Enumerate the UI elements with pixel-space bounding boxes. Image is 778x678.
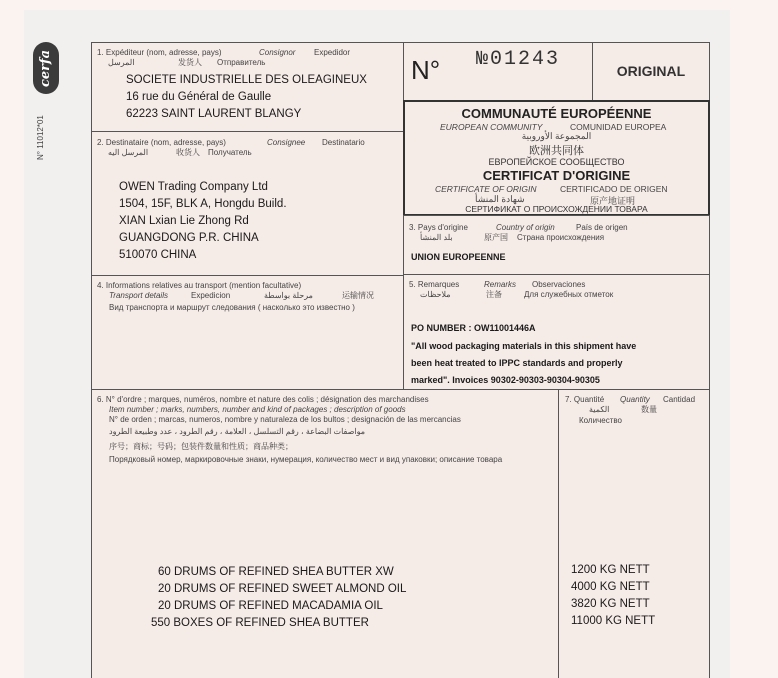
box5-label-ru: Для служебных отметок <box>524 290 614 299</box>
goods-description-box <box>91 389 559 678</box>
consignor-line: 16 rue du Général de Gaulle <box>126 91 272 103</box>
box7-label-ru: Количество <box>579 416 622 425</box>
box3-label-es: País de origen <box>576 223 628 232</box>
box6-label-ar: مواصفات البضاعة ، رقم التسلسل ، العلامة ، رقم الطرود ، عدد وطبيعة الطرود <box>109 427 365 436</box>
box1-label-ru: Отправитель <box>217 58 266 67</box>
box6-label-en: Item number ; marks, numbers, number and kind of packages ; description of goods <box>109 405 406 414</box>
box5-label-en: Remarks <box>484 280 517 289</box>
transport-details-box <box>91 275 404 390</box>
community-ar: المجموعة الأوروبية <box>521 131 592 141</box>
consignor-box <box>91 42 404 132</box>
box4-label-ru: Вид транспорта и маршрут следования ( насколько это известно ) <box>109 303 355 312</box>
remarks-box <box>403 274 710 390</box>
box6-label-ru: Порядковый номер, маркировочные знаки, нумерация, количество мест и вид упаковки; описание товара <box>109 455 503 464</box>
box2-number: 2. <box>97 138 104 147</box>
certificate-title-en: CERTIFICATE OF ORIGIN <box>435 184 537 194</box>
box1-label-zh: 发货人 <box>178 58 202 67</box>
goods-line: 20 DRUMS OF REFINED SWEET ALMOND OIL <box>158 583 407 595</box>
box2-label-ru: Получатель <box>208 148 252 157</box>
cerfa-logo: cerfa <box>33 42 59 94</box>
certificate-title-ar: شهادة المنشأ <box>475 194 525 204</box>
box1-label-en: Consignor <box>259 48 296 57</box>
box7-label-en: Quantity <box>620 395 650 404</box>
consignee-box <box>91 131 404 276</box>
consignor-line: SOCIETE INDUSTRIELLE DES OLEAGINEUX <box>126 74 367 86</box>
community-es: COMUNIDAD EUROPEA <box>570 122 667 132</box>
box7-label-ar: الكمية <box>589 405 610 414</box>
box3-label-en: Country of origin <box>496 223 555 232</box>
consignee-line: XIAN Lxian Lie Zhong Rd <box>119 215 249 227</box>
box2-label-ar: المرسل اليه <box>108 148 149 157</box>
goods-line: 20 DRUMS OF REFINED MACADAMIA OIL <box>158 600 383 612</box>
box4-label-ar: مرحلة بواسطة <box>264 291 313 300</box>
remarks-line: marked". Invoices 90302-90303-90304-90305 <box>411 375 600 385</box>
certificate-title-zh: 原产地证明 <box>590 196 636 206</box>
original-box <box>592 42 710 101</box>
goods-line: 60 DRUMS OF REFINED SHEA BUTTER XW <box>158 566 394 578</box>
box4-label-en: Transport details <box>109 291 168 300</box>
box3-label-ru: Страна происхождения <box>517 233 605 242</box>
goods-line: 550 BOXES OF REFINED SHEA BUTTER <box>151 617 369 629</box>
box5-label: Remarques <box>417 280 460 289</box>
box4-label-zh: 运输情况 <box>342 291 374 300</box>
box4-label: Informations relatives au transport (mention facultative) <box>105 281 302 290</box>
po-number: PO NUMBER : OW11001446A <box>411 323 536 333</box>
country-of-origin-box <box>403 215 710 275</box>
box1-number: 1. <box>97 48 104 57</box>
quantity-line: 4000 KG NETT <box>571 581 650 593</box>
box7-number: 7. <box>565 395 572 404</box>
box1-label-es: Expedidor <box>314 48 351 57</box>
box7-label-es: Cantidad <box>663 395 696 404</box>
number-label: N° <box>411 55 441 85</box>
box6-label-fr: N° d'ordre ; marques, numéros, nombre et nature des colis ; désignation des marchandises <box>105 395 429 404</box>
quantity-line: 3820 KG NETT <box>571 598 650 610</box>
box2-label: Destinataire (nom, adresse, pays) <box>105 138 226 147</box>
consignor-line: 62223 SAINT LAURENT BLANGY <box>126 108 302 120</box>
certificate-title-ru: СЕРТИФИКАТ О ПРОИСХОЖДЕНИИ ТОВАРА <box>465 204 648 214</box>
certificate-number-box <box>403 42 593 101</box>
remarks-line: been heat treated to IPPC standards and properly <box>411 358 623 368</box>
box5-label-ar: ملاحظات <box>420 290 451 299</box>
box6-label-zh: 序号；商标；号码；包装件数量和性质；商品种类； <box>109 442 293 451</box>
box4-label-es: Expedicion <box>191 291 231 300</box>
box2-label-zh: 收货人 <box>176 148 200 157</box>
quantity-line: 11000 KG NETT <box>571 615 656 627</box>
box1-label: Expéditeur (nom, adresse, pays) <box>105 48 222 57</box>
box3-label-ar: بلد المنشأ <box>420 233 453 242</box>
box6-number: 6. <box>97 395 104 404</box>
community-fr: COMMUNAUTÉ EUROPÉENNE <box>461 106 652 121</box>
box7-label: Quantité <box>573 395 605 404</box>
box7-label-zh: 数量 <box>641 405 657 414</box>
country-of-origin-value: UNION EUROPEENNE <box>411 252 506 262</box>
box3-number: 3. <box>409 223 416 232</box>
box1-label-ar: المرسل <box>108 58 135 67</box>
certificate-number-stamp: №01243 <box>476 48 561 71</box>
community-ru: ЕВРОПЕЙСКОЕ СООБЩЕСТВО <box>488 157 625 167</box>
box3-label: Pays d'origine <box>417 223 468 232</box>
box2-label-es: Destinatario <box>322 138 365 147</box>
consignee-line: OWEN Trading Company Ltd <box>119 181 268 193</box>
consignee-line: 510070 CHINA <box>119 249 197 261</box>
quantity-box <box>558 389 710 678</box>
box6-label-es: N° de orden ; marcas, numeros, nombre y naturaleza de los bultos ; designación de las mercancias <box>109 415 461 424</box>
community-en: EUROPEAN COMMUNITY <box>440 122 543 132</box>
box5-number: 5. <box>409 280 416 289</box>
original-label: ORIGINAL <box>616 63 686 79</box>
consignee-line: GUANGDONG P.R. CHINA <box>119 232 259 244</box>
remarks-line: "All wood packaging materials in this shipment have <box>411 341 637 351</box>
community-title-box <box>403 100 710 216</box>
box5-label-zh: 注备 <box>486 290 502 299</box>
quantity-line: 1200 KG NETT <box>571 564 650 576</box>
certificate-title: CERTIFICAT D'ORIGINE <box>482 168 631 183</box>
certificate-title-es: CERTIFICADO DE ORIGEN <box>560 184 668 194</box>
consignee-line: 1504, 15F, BLK A, Hongdu Build. <box>119 198 287 210</box>
box5-label-es: Observaciones <box>532 280 586 289</box>
box3-label-zh: 原产国 <box>484 233 508 242</box>
box4-number: 4. <box>97 281 104 290</box>
box2-label-en: Consignee <box>267 138 306 147</box>
community-zh: 欧洲共同体 <box>529 145 584 157</box>
